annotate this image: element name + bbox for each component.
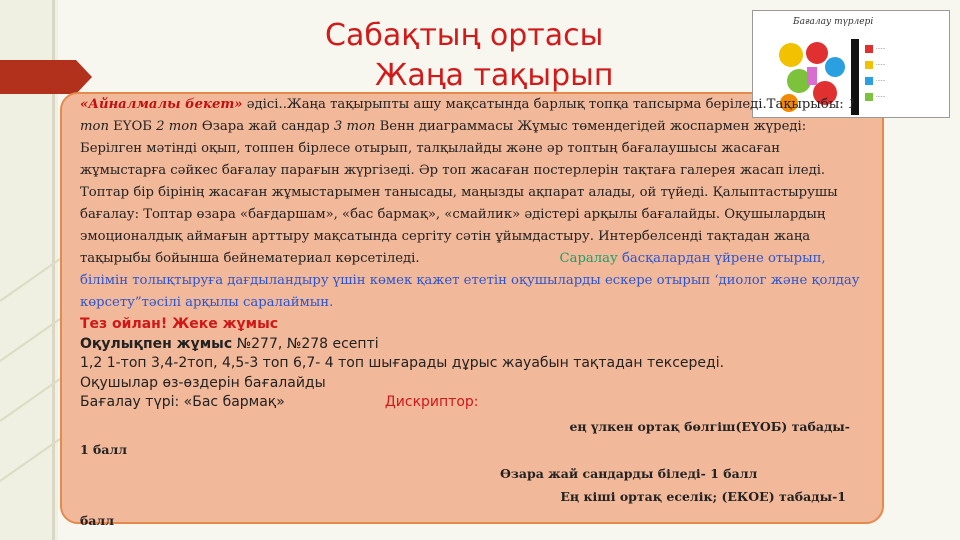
thumbnail-list: ······ ······ ······ ······ bbox=[865, 41, 945, 105]
group-label: 1 топ bbox=[80, 97, 857, 134]
method-name: «Айналмалы бекет» bbox=[80, 97, 243, 112]
textbook-task bbox=[80, 335, 860, 355]
group-label: 3 топ bbox=[333, 119, 376, 134]
text-run: Өзара жай сандар bbox=[197, 119, 334, 134]
descriptor-item-3: Ең кіші ортақ еселік; (ЕКОЕ) табады-1 bbox=[560, 489, 846, 504]
thumbnail-title: Бағалау түрлері bbox=[793, 17, 874, 27]
assessment-type: Бағалау түрі: «Бас бармақ» bbox=[80, 394, 285, 410]
red-arrow-decor bbox=[0, 60, 76, 94]
differentiation-text: басқалардан үйрене отырып, білімін толықтыруға дағдыландыру үшін көмек қажет ететін оқушыларды ескере отырып ‘диолог және қолдау көрсету”тәсілі арқылы саралаймын. bbox=[80, 251, 860, 310]
descriptor-label: Дискриптор: bbox=[384, 394, 479, 410]
assessment-row bbox=[80, 393, 860, 413]
group-assignment: 1,2 1-топ 3,4-2топ, 4,5-3 топ 6,7- 4 топ шығарады дұрыс жауабын тақтадан тексереді. bbox=[80, 355, 725, 371]
method-paragraph bbox=[80, 94, 860, 314]
slide-title: Сабақтың ортасы bbox=[325, 18, 604, 53]
task-heading: Тез ойлан! Жеке жұмыс bbox=[80, 316, 279, 332]
descriptor-item-3-score: балл bbox=[80, 512, 115, 528]
differentiation-label: Саралау bbox=[559, 251, 618, 266]
textbook-problems: №277, №278 есепті bbox=[232, 335, 379, 352]
descriptor-item-1-score: 1 балл bbox=[80, 442, 128, 457]
text-run: әдісі..Жаңа тақырыпты ашу мақсатында барлық топқа тапсырма беріледі.Тақырыбы: bbox=[242, 97, 848, 112]
textbook-label: Оқулықпен жұмыс bbox=[80, 335, 233, 352]
group-label: 2 топ bbox=[156, 119, 198, 134]
self-assessment: Оқушылар өз-өздерін бағалайды bbox=[80, 374, 326, 391]
text-run: ЕҮОБ bbox=[108, 119, 157, 134]
text-run: Венн диаграммасы Жұмыс төмендегідей жоспармен жүреді: Берілген мәтінді оқып, топпен бірлесе отырып, талқылайды және әр топтың бағалаушысы жасаған жұмыстарға сәйкес бағалау парағын жүргізеді. Әр топ жасаған постерлерін тақтаға галерея жасап іледі. Топтар бір бірінің жасаған жұмыстарымен танысады, маңызды ақпарат алады, ой түйеді. Қалыптастырушы бағалау: Топтар өзара «бағдаршам», «бас бармақ», «смайлик» әдістері арқылы бағалайды. Оқушылардың эмоционалдық аймағын арттыру мақсатында сергіту сәтін ұйымдастыру. Интербелсенді тақтадан жаңа тақырыбы бойынша бейнематериал көрсетіледі. bbox=[80, 119, 838, 266]
descriptor-item-1: ең үлкен ортақ бөлгіш(ЕҮОБ) табады- bbox=[569, 418, 850, 434]
slide-body bbox=[80, 94, 860, 532]
descriptor-item-2: Өзара жай сандарды біледі- 1 балл bbox=[500, 465, 758, 481]
slide-subtitle: Жаңа тақырып bbox=[375, 58, 614, 93]
